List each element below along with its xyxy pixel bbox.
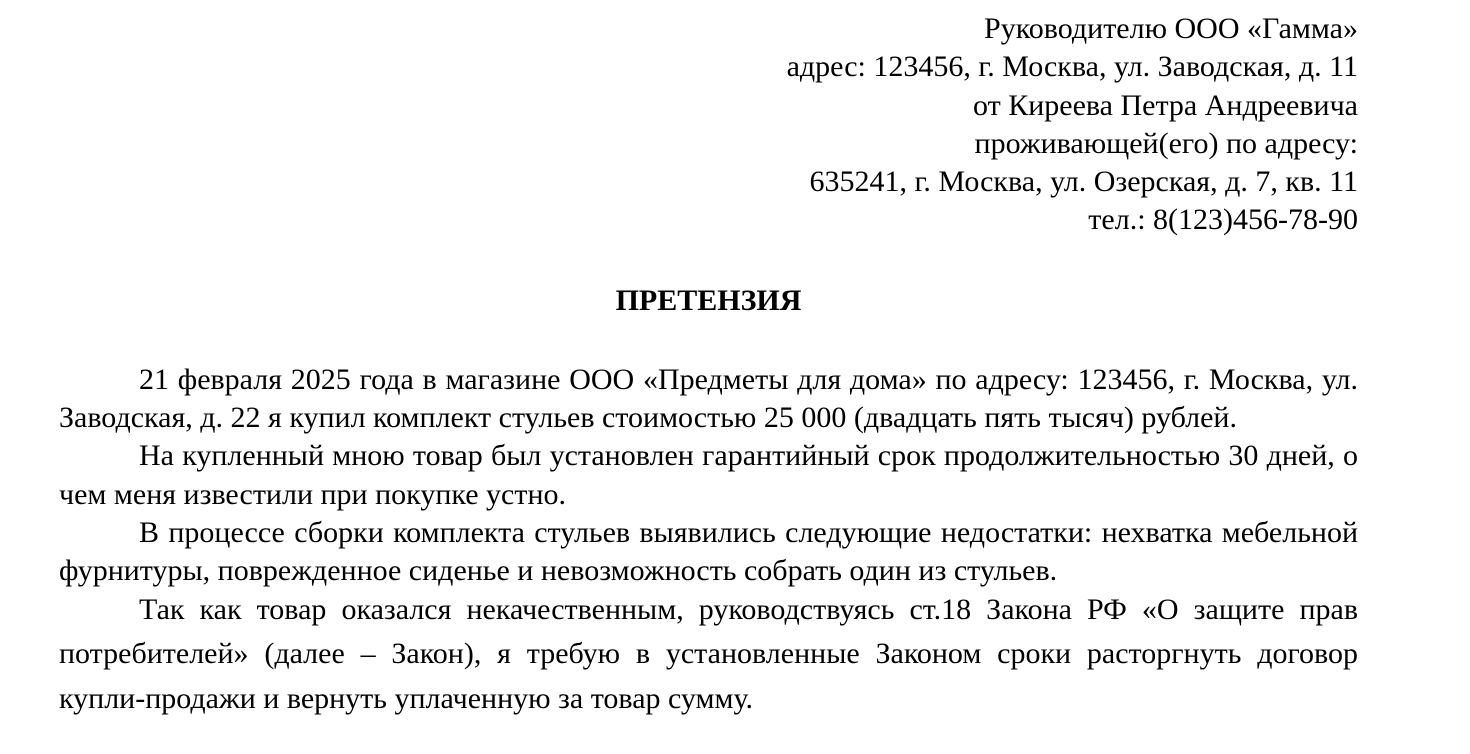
paragraph-purchase: 21 февраля 2025 года в магазине ООО «Предметы для дома» по адресу: 123456, г. Москва, ул. Заводская, д. 22 я купил комплект стульев стоимостью 25 000 (двадцать пять тысяч) рублей.	[59, 362, 1358, 435]
addressee-block	[59, 10, 1358, 240]
addressee-recipient-address: адрес: 123456, г. Москва, ул. Заводская, д. 11	[786, 50, 1358, 84]
document-title: ПРЕТЕНЗИЯ	[615, 283, 802, 317]
document-body	[59, 361, 1358, 721]
paragraph-defects: В процессе сборки комплекта стульев выявились следующие недостатки: нехватка мебельной фурнитуры, поврежденное сиденье и невозможность собрать один из стульев.	[59, 515, 1358, 588]
paragraph-demand: Так как товар оказался некачественным, руководствуясь ст.18 Закона РФ «О защите прав потребителей» (далее – Закон), я требую в установленные Законом сроки расторгнуть договор купли-продажи и вернуть уплаченную за товар сумму.	[59, 592, 1358, 715]
document-page	[59, 10, 1358, 721]
sender-name: от Киреева Петра Андреевича	[972, 88, 1358, 122]
paragraph-warranty: На купленный мною товар был установлен гарантийный срок продолжительностью 30 дней, о чем меня известили при покупке устно.	[59, 439, 1358, 511]
sender-phone: тел.: 8(123)456-78-90	[1088, 203, 1358, 237]
sender-address-label: проживающей(его) по адресу:	[974, 126, 1358, 160]
sender-address: 635241, г. Москва, ул. Озерская, д. 7, кв. 11	[809, 165, 1358, 199]
addressee-recipient: Руководителю ООО «Гамма»	[984, 12, 1358, 45]
